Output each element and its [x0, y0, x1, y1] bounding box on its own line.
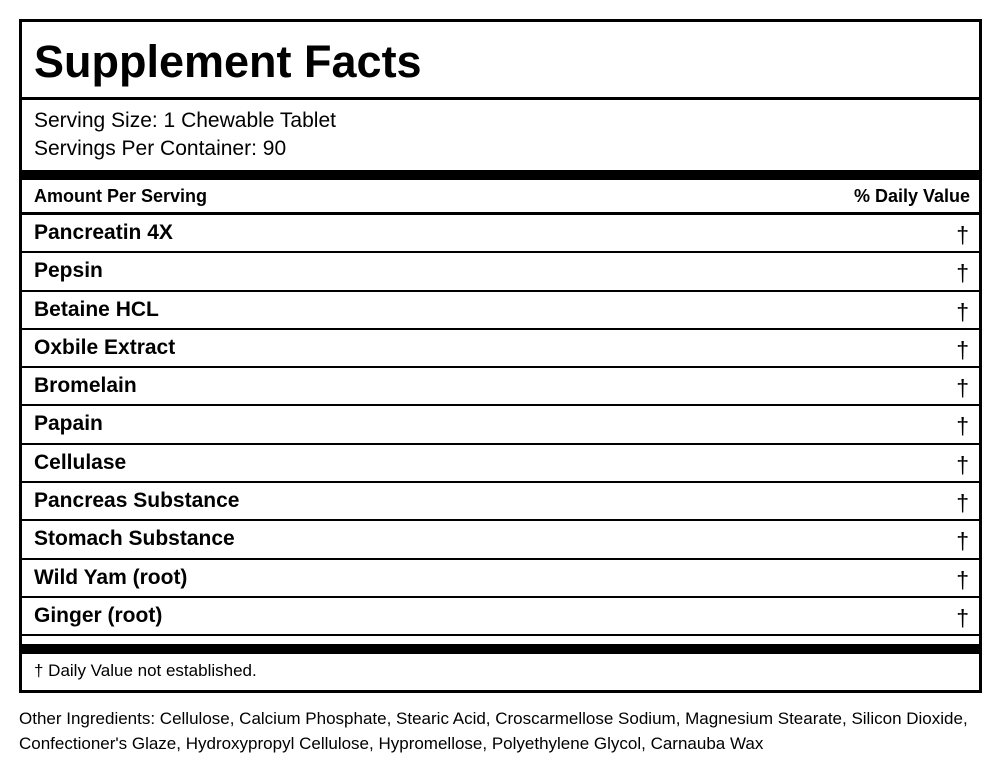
ingredient-name: Pepsin — [34, 259, 103, 283]
amount-per-serving-header: Amount Per Serving — [34, 186, 208, 206]
table-row — [22, 521, 979, 559]
thick-divider-bottom — [22, 644, 979, 654]
table-row — [22, 253, 979, 291]
serving-size: Serving Size: 1 Chewable Tablet — [34, 109, 336, 132]
ingredient-daily-value: † — [956, 260, 969, 287]
supplement-facts-panel — [19, 19, 982, 693]
table-row — [22, 445, 979, 483]
other-ingredients: Other Ingredients: Cellulose, Calcium Phosphate, Stearic Acid, Croscarmellose Sodium, Magnesium Stearate, Silicon Dioxide, Confectioner's Glaze, Hydroxypropyl Cellulose, Hypromellose, Polyethylene Glycol, Carnauba Wax — [19, 709, 968, 753]
ingredient-name: Bromelain — [34, 374, 137, 398]
table-row — [22, 406, 979, 444]
table-header — [22, 180, 979, 215]
ingredient-name: Pancreas Substance — [34, 489, 240, 513]
ingredient-name: Stomach Substance — [34, 527, 235, 551]
serving-section — [22, 100, 979, 170]
ingredient-daily-value: † — [956, 336, 969, 363]
ingredient-daily-value: † — [956, 528, 969, 555]
ingredient-daily-value: † — [956, 413, 969, 440]
thick-divider-top — [22, 170, 979, 180]
servings-per-container: Servings Per Container: 90 — [34, 137, 287, 160]
table-row — [22, 330, 979, 368]
table-row — [22, 292, 979, 330]
ingredient-daily-value: † — [956, 604, 969, 631]
table-row — [22, 560, 979, 598]
ingredient-daily-value: † — [956, 375, 969, 402]
ingredient-name: Betaine HCL — [34, 297, 159, 321]
ingredient-name: Wild Yam (root) — [34, 565, 188, 589]
daily-value-header: % Daily Value — [853, 186, 970, 206]
ingredient-name: Ginger (root) — [34, 603, 163, 627]
ingredient-daily-value: † — [956, 451, 969, 478]
ingredient-daily-value: † — [956, 490, 969, 517]
ingredient-name: Pancreatin 4X — [34, 221, 173, 244]
ingredient-name: Papain — [34, 412, 103, 436]
title-section — [22, 22, 979, 100]
table-row — [22, 215, 979, 253]
ingredient-daily-value: † — [956, 222, 969, 248]
ingredient-table — [22, 215, 979, 636]
ingredient-name: Cellulase — [34, 450, 127, 474]
ingredient-daily-value: † — [956, 298, 969, 325]
table-row — [22, 483, 979, 521]
panel-title: Supplement Facts — [34, 36, 422, 87]
footnote: † Daily Value not established. — [34, 661, 257, 680]
ingredient-daily-value: † — [956, 566, 969, 593]
ingredient-name: Oxbile Extract — [34, 335, 176, 359]
table-row — [22, 598, 979, 636]
table-row — [22, 368, 979, 406]
